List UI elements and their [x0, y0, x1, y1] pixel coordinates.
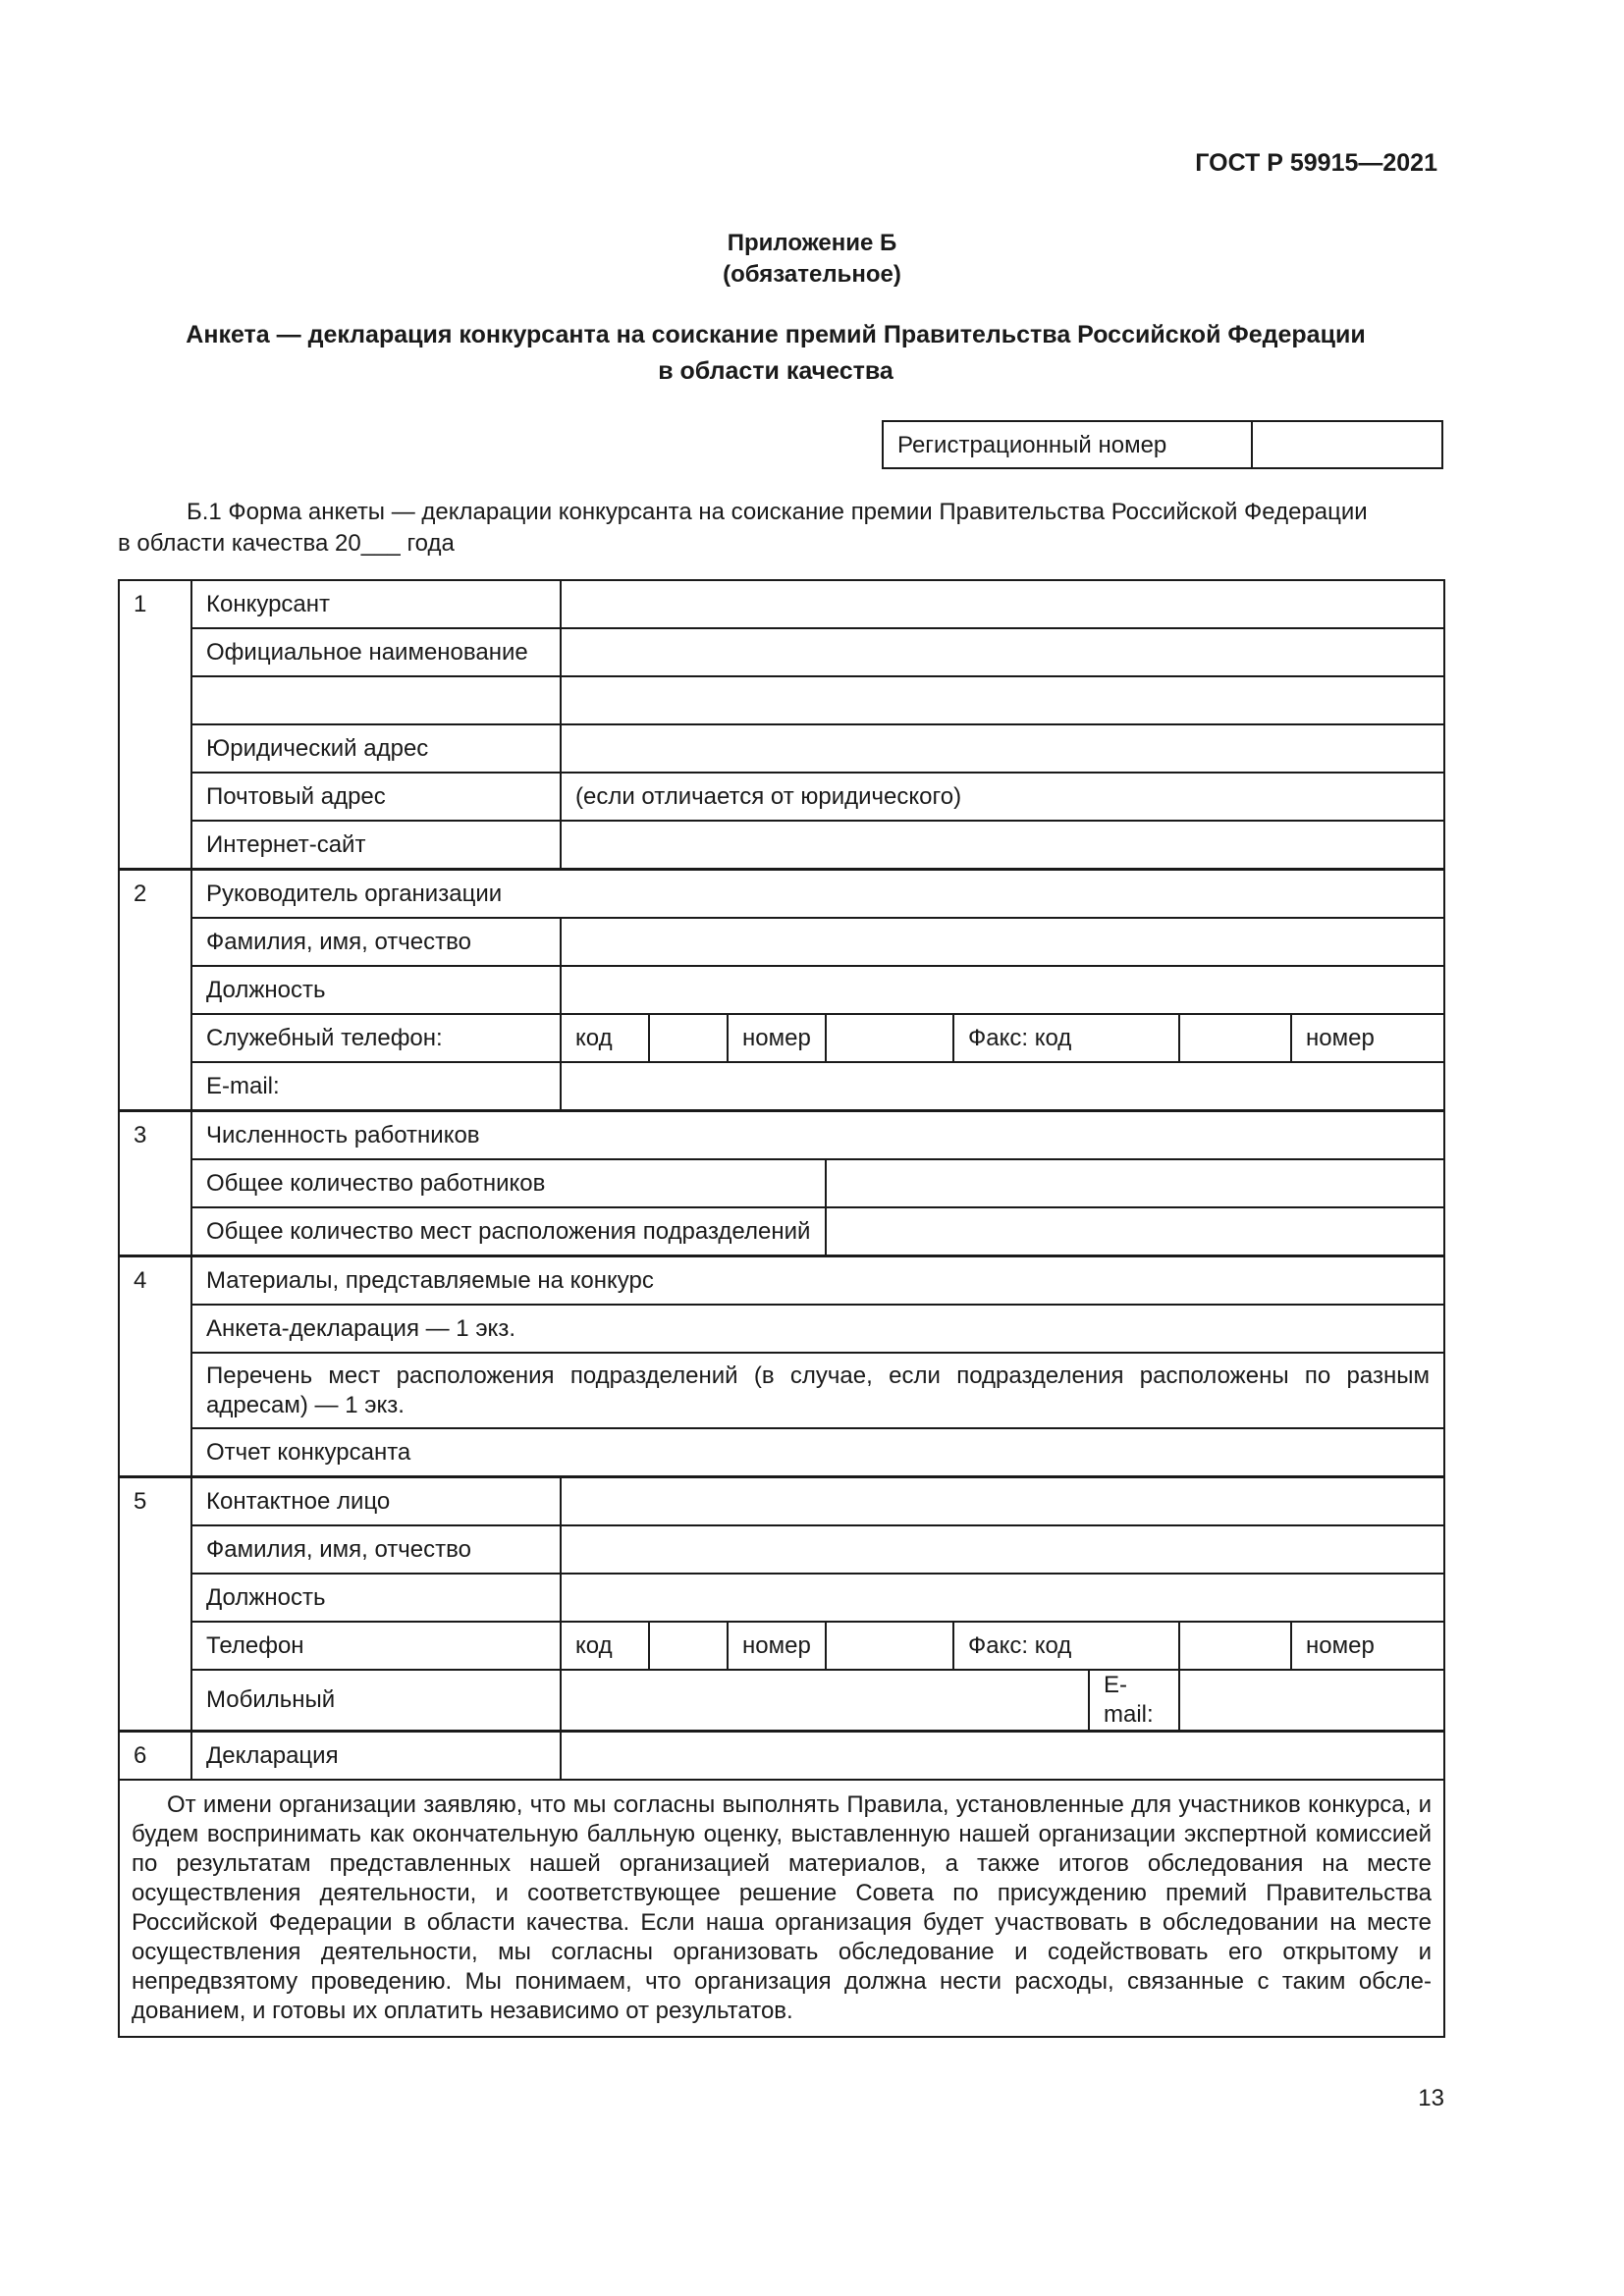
- head-phone-number-label: номер: [728, 1014, 826, 1062]
- appendix-status: (обязательное): [723, 261, 901, 288]
- materials-item-locations: Перечень мест расположения подразделений (в случае, если подразделения расположены по разным адресам) — 1 экз.: [191, 1353, 1444, 1428]
- registration-number-label: Регистрационный номер: [884, 422, 1253, 467]
- section-3-title: Численность работников: [191, 1111, 1444, 1160]
- declaration-field[interactable]: [561, 1732, 1444, 1781]
- head-position-field[interactable]: [561, 966, 1444, 1014]
- section-5-title: Контактное лицо: [191, 1477, 561, 1526]
- legal-address-label: Юридический адрес: [191, 724, 561, 773]
- postal-address-label: Почтовый адрес: [191, 773, 561, 821]
- section-6-number: 6: [119, 1732, 191, 1781]
- section-6-title: Декларация: [191, 1732, 561, 1781]
- official-name-extra-label: [191, 676, 561, 724]
- questionnaire-table: [118, 579, 1445, 2038]
- appendix-title: Приложение Б: [727, 230, 897, 256]
- intro-line1: Б.1 Форма анкеты — декларации конкурсанта на соискание премии Правительства Российской Федерации: [187, 499, 1368, 525]
- total-locations-field[interactable]: [826, 1207, 1444, 1256]
- contact-mobile-label: Мобильный: [191, 1670, 561, 1732]
- postal-address-field[interactable]: (если отличается от юридического): [561, 773, 1444, 821]
- head-phone-label: Служебный телефон:: [191, 1014, 561, 1062]
- page-number: 13: [1418, 2085, 1444, 2111]
- total-locations-label: Общее количество мест расположения подразделений: [191, 1207, 826, 1256]
- website-field[interactable]: [561, 821, 1444, 870]
- head-email-label: E-mail:: [191, 1062, 561, 1111]
- intro-line2: в области качества 20___ года: [118, 530, 455, 557]
- section-3-number: 3: [119, 1111, 191, 1256]
- official-name-label: Официальное наименование: [191, 628, 561, 676]
- head-fax-code-label: Факс: код: [953, 1014, 1179, 1062]
- contestant-field[interactable]: [561, 580, 1444, 628]
- head-fax-code-field[interactable]: [1179, 1014, 1291, 1062]
- head-phone-code-label: код: [561, 1014, 649, 1062]
- official-name-extra-field[interactable]: [561, 676, 1444, 724]
- contact-position-label: Должность: [191, 1574, 561, 1622]
- section-2-title: Руководитель организации: [191, 870, 1444, 919]
- section-4-title: Материалы, представляемые на конкурс: [191, 1256, 1444, 1306]
- contact-phone-label: Телефон: [191, 1622, 561, 1670]
- contact-person-field[interactable]: [561, 1477, 1444, 1526]
- materials-item-report: Отчет конкурсанта: [191, 1428, 1444, 1477]
- section-2-number: 2: [119, 870, 191, 1111]
- head-email-field[interactable]: [561, 1062, 1444, 1111]
- contact-email-field[interactable]: [1179, 1670, 1444, 1732]
- total-employees-label: Общее количество работников: [191, 1159, 826, 1207]
- form-title-line2: в области качества: [658, 357, 893, 385]
- contact-position-field[interactable]: [561, 1574, 1444, 1622]
- materials-item-declaration: Анкета-декларация — 1 экз.: [191, 1305, 1444, 1353]
- head-full-name-label: Фамилия, имя, отчество: [191, 918, 561, 966]
- section-5-number: 5: [119, 1477, 191, 1732]
- contact-full-name-label: Фамилия, имя, отчество: [191, 1525, 561, 1574]
- form-title-line1: Анкета — декларация конкурсанта на соискание премий Правительства Российской Федерации: [186, 321, 1366, 348]
- registration-number-box: [882, 420, 1443, 469]
- head-phone-number-field[interactable]: [826, 1014, 953, 1062]
- head-position-label: Должность: [191, 966, 561, 1014]
- contact-fax-number-label: номер: [1291, 1622, 1444, 1670]
- contact-fax-code-field[interactable]: [1179, 1622, 1291, 1670]
- document-code: ГОСТ Р 59915—2021: [1195, 149, 1437, 177]
- contact-phone-number-label: номер: [728, 1622, 826, 1670]
- appendix-heading: [0, 228, 1624, 291]
- contact-phone-code-label: код: [561, 1622, 649, 1670]
- contact-email-label: E-mail:: [1089, 1670, 1179, 1732]
- contact-phone-number-field[interactable]: [826, 1622, 953, 1670]
- head-phone-code-field[interactable]: [649, 1014, 728, 1062]
- section-1-number: 1: [119, 580, 191, 870]
- intro-paragraph: [118, 497, 1443, 560]
- head-fax-number-label: номер: [1291, 1014, 1444, 1062]
- legal-address-field[interactable]: [561, 724, 1444, 773]
- contact-mobile-field[interactable]: [561, 1670, 1089, 1732]
- head-full-name-field[interactable]: [561, 918, 1444, 966]
- contact-full-name-field[interactable]: [561, 1525, 1444, 1574]
- registration-number-field[interactable]: [1253, 422, 1441, 467]
- contact-phone-code-field[interactable]: [649, 1622, 728, 1670]
- official-name-field[interactable]: [561, 628, 1444, 676]
- section-4-number: 4: [119, 1256, 191, 1477]
- declaration-text: От имени организации заявляю, что мы согласны выполнять Правила, установленные для участников конкурса, и будем воспринимать как окончательную балльную оценку, выставленную нашей организации экспертной комиссией по результатам представленных нашей организацией материалов, а также итогов обследования на месте осуществления деятельности, и соответствующее решение Совета по присуждению премий Правительства Российской Федерации в области качества. Если наша организация будет участвовать в обследовании на месте осуществления деятельности, мы согласны организовать обследование и содействовать его открытому и непредвзятому проведению. Мы понимаем, что организация должна нести расходы, связанные с таким обследованием, и готовы их оплатить независимо от результатов.: [119, 1780, 1444, 2037]
- website-label: Интернет-сайт: [191, 821, 561, 870]
- section-1-row-title: [119, 580, 1444, 628]
- section-1-title: Конкурсант: [191, 580, 561, 628]
- contact-fax-code-label: Факс: код: [953, 1622, 1179, 1670]
- total-employees-field[interactable]: [826, 1159, 1444, 1207]
- form-title: [108, 317, 1443, 390]
